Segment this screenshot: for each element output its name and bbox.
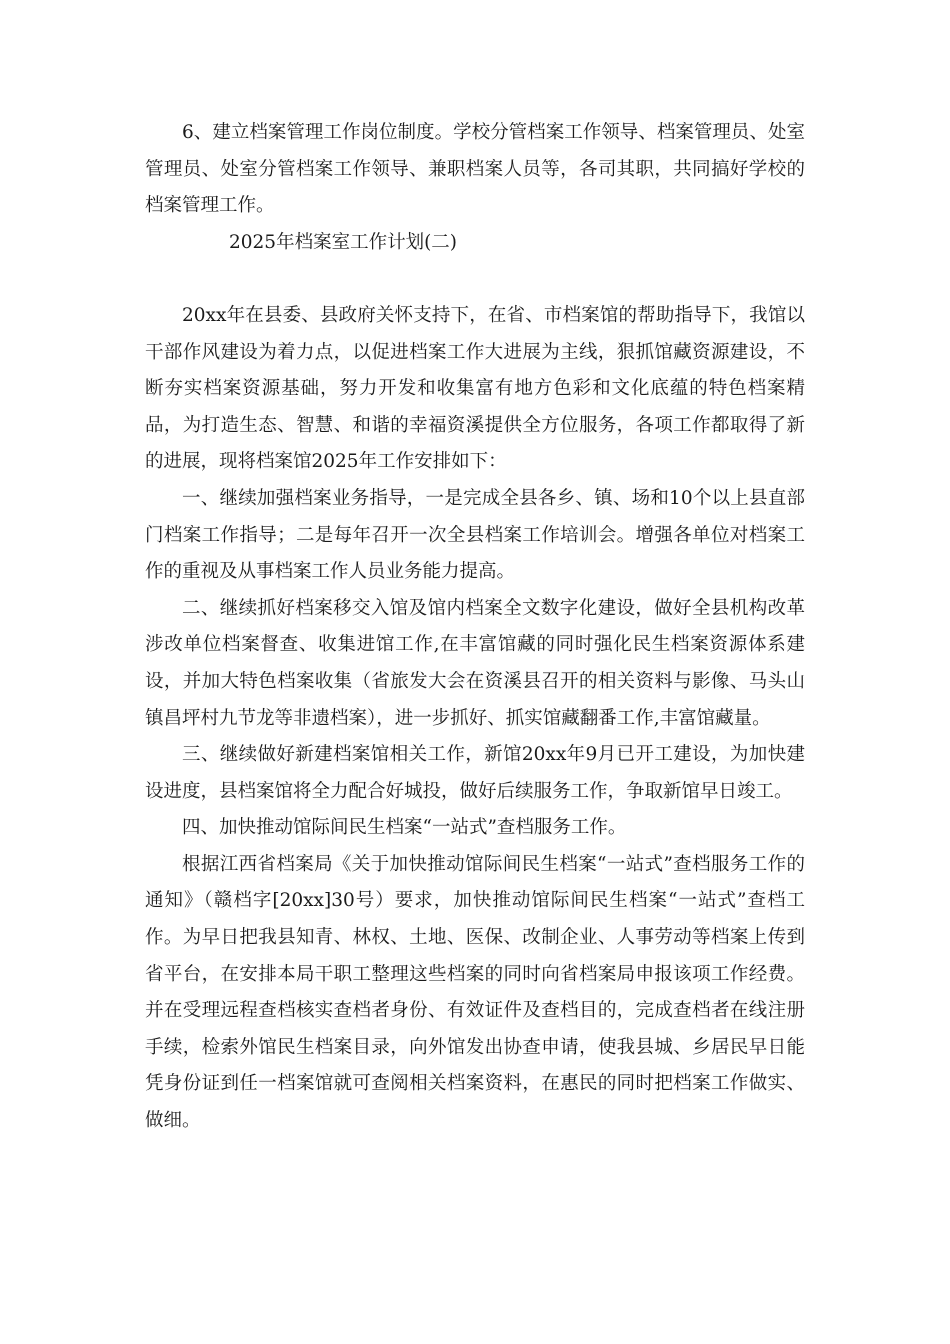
body-paragraph-6: 根据江西省档案局《关于加快推动馆际间民生档案“一站式”查档服务工作的通知》（赣档字[20xx]30号）要求，加快推动馆际间民生档案“一站式”查档工作。为早日把我县知青、林权、土地、医保、改制企业、人事劳动等档案上传到省平台，在安排本局干职工整理这些档案的同时向省档案局申报该项工作经费。并在受理远程查档核实查档者身份、有效证件及查档目的，完成查档者在线注册手续，检索外馆民生档案目录，向外馆发出协查申请，使我县城、乡居民早日能凭身份证到任一档案馆就可查阅相关档案资料，在惠民的同时把档案工作做实、做细。 [145, 853, 805, 1132]
body-paragraph-2: 一、继续加强档案业务指导，一是完成全县各乡、镇、场和10个以上县直部门档案工作指导；二是每年召开一次全县档案工作培训会。增强各单位对档案工作的重视及从事档案工作人员业务能力提高。 [145, 487, 805, 583]
body-paragraph-4: 三、继续做好新建档案馆相关工作，新馆20xx年9月已开工建设，为加快建设进度，县档案馆将全力配合好城投，做好后续服务工作，争取新馆早日竣工。 [145, 744, 805, 802]
body-paragraph-3: 二、继续抓好档案移交入馆及馆内档案全文数字化建设，做好全县机构改革涉改单位档案督查、收集进馆工作,在丰富馆藏的同时强化民生档案资源体系建设，并加大特色档案收集（省旅发大会在资溪县召开的相关资料与影像、马头山镇昌坪村九节龙等非遗档案），进一步抓好、抓实馆藏翻番工作,丰富馆藏量。 [145, 597, 805, 729]
blank-line [145, 261, 805, 298]
body-paragraph-5: 四、加快推动馆际间民生档案“一站式”查档服务工作。 [182, 817, 627, 839]
document-page [145, 115, 805, 1140]
body-paragraph-1: 20xx年在县委、县政府关怀支持下，在省、市档案馆的帮助指导下，我馆以干部作风建设为着力点，以促进档案工作大进展为主线，狠抓馆藏资源建设，不断夯实档案资源基础，努力开发和收集富有地方色彩和文化底蕴的特色档案精品，为打造生态、智慧、和谐的幸福资溪提供全方位服务，各项工作都取得了新的进展，现将档案馆2025年工作安排如下： [145, 304, 805, 473]
section-title: 2025年档案室工作计划(二) [229, 231, 458, 253]
intro-paragraph: 6、建立档案管理工作岗位制度。学校分管档案工作领导、档案管理员、处室管理员、处室分管档案工作领导、兼职档案人员等，各司其职，共同搞好学校的档案管理工作。 [145, 122, 805, 217]
